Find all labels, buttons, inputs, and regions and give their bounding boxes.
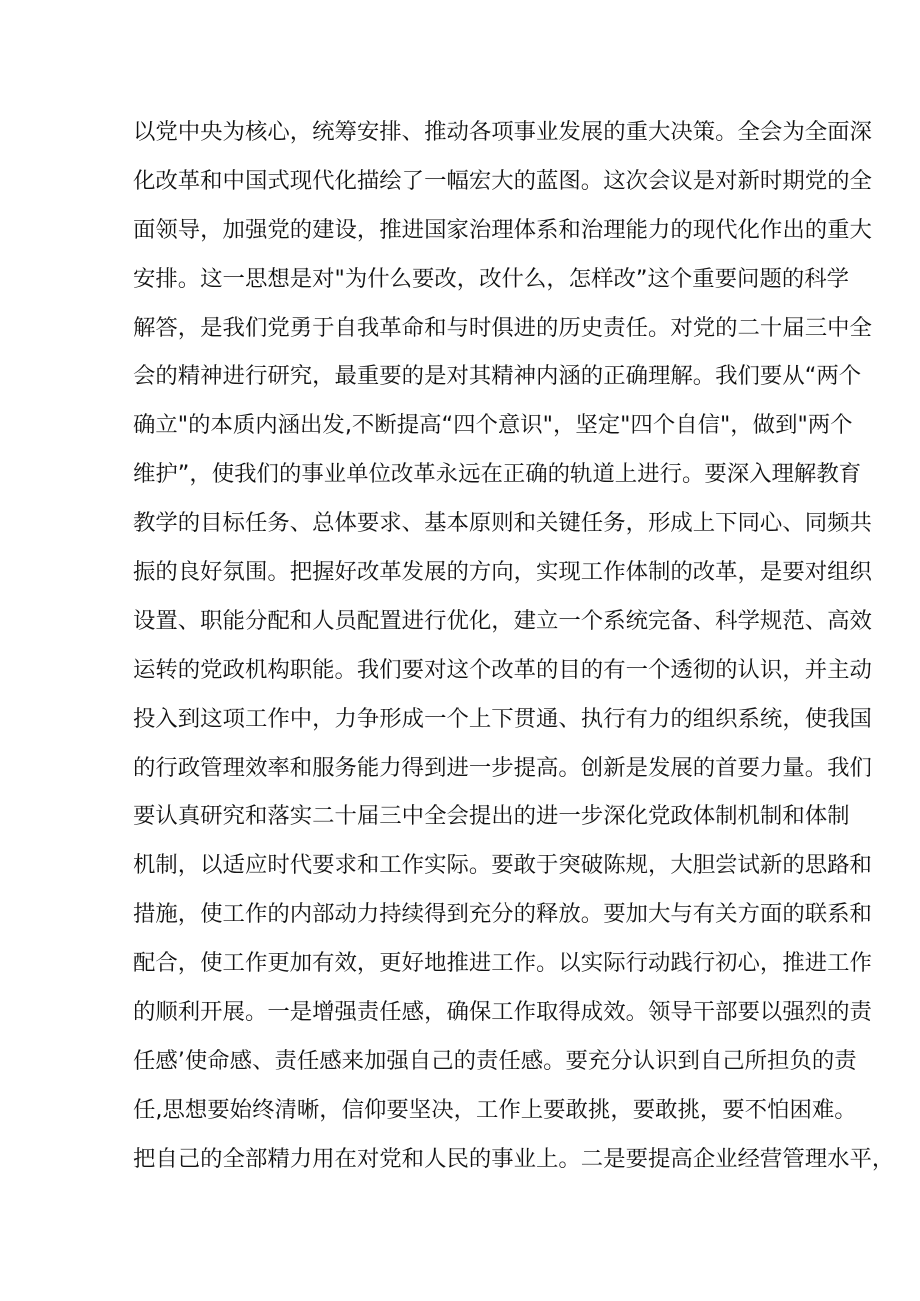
text-line: 确立"的本质内涵出发,不断提高“四个意识"，坚定"四个自信"，做到"两个 (133, 412, 853, 439)
text-line: 机制，以适应时代要求和工作实际。要敢于突破陈规，大胆尝试新的思路和 (133, 852, 872, 879)
text-line: 安排。这一思想是对"为什么要改，改什么，怎样改”这个重要问题的科学 (133, 265, 850, 292)
text-line: 配合，使工作更加有效，更好地推进工作。以实际行动践行初心，推进工作 (133, 950, 872, 977)
text-line: 振的良好氛围。把握好改革发展的方向，实现工作体制的改革，是要对组织 (133, 559, 872, 586)
text-line: 维护”，使我们的事业单位改革永远在正确的轨道上进行。要深入理解教育 (133, 461, 862, 488)
text-line: 教学的目标任务、总体要求、基本原则和关键任务，形成上下同心、同频共 (133, 510, 872, 537)
text-line: 的行政管理效率和服务能力得到进一步提高。创新是发展的首要力量。我们 (133, 754, 872, 781)
text-line: 会的精神进行研究，最重要的是对其精神内涵的正确理解。我们要从“两个 (133, 363, 862, 390)
text-line: 的顺利开展。一是增强责任感，确保工作取得成效。领导干部要以强烈的责 (133, 999, 872, 1026)
text-line: 设置、职能分配和人员配置进行优化，建立一个系统完备、科学规范、高效 (133, 607, 872, 634)
text-line: 解答，是我们党勇于自我革命和与时俱进的历史责任。对党的二十届三中全 (133, 314, 872, 341)
text-line: 运转的党政机构职能。我们要对这个改革的目的有一个透彻的认识，并主动 (133, 656, 872, 683)
text-line: 化改革和中国式现代化描绘了一幅宏大的蓝图。这次会议是对新时期党的全 (133, 167, 872, 194)
text-line: 措施，使工作的内部动力持续得到充分的释放。要加大与有关方面的联系和 (133, 901, 872, 928)
text-line: 把自己的全部精力用在对党和人民的事业上。二是要提高企业经营管理水平， (133, 1145, 895, 1172)
text-line: 面领导，加强党的建设，推进国家治理体系和治理能力的现代化作出的重大 (133, 216, 872, 243)
text-line: 要认真研究和落实二十届三中全会提出的进一步深化党政体制机制和体制 (133, 803, 850, 830)
text-line: 任,思想要始终清晰，信仰要坚决，工作上要敢挑，要敢挑，要不怕困难。 (133, 1096, 857, 1123)
body-paragraph (133, 108, 895, 1184)
text-line: 以党中央为核心，统筹安排、推动各项事业发展的重大决策。全会为全面深 (133, 119, 872, 145)
text-line: 投入到这项工作中，力争形成一个上下贯通、执行有力的组织系统，使我国 (133, 705, 872, 732)
text-line: 任感’使命感、责任感来加强自己的责任感。要充分认识到自己所担负的责 (133, 1047, 857, 1074)
